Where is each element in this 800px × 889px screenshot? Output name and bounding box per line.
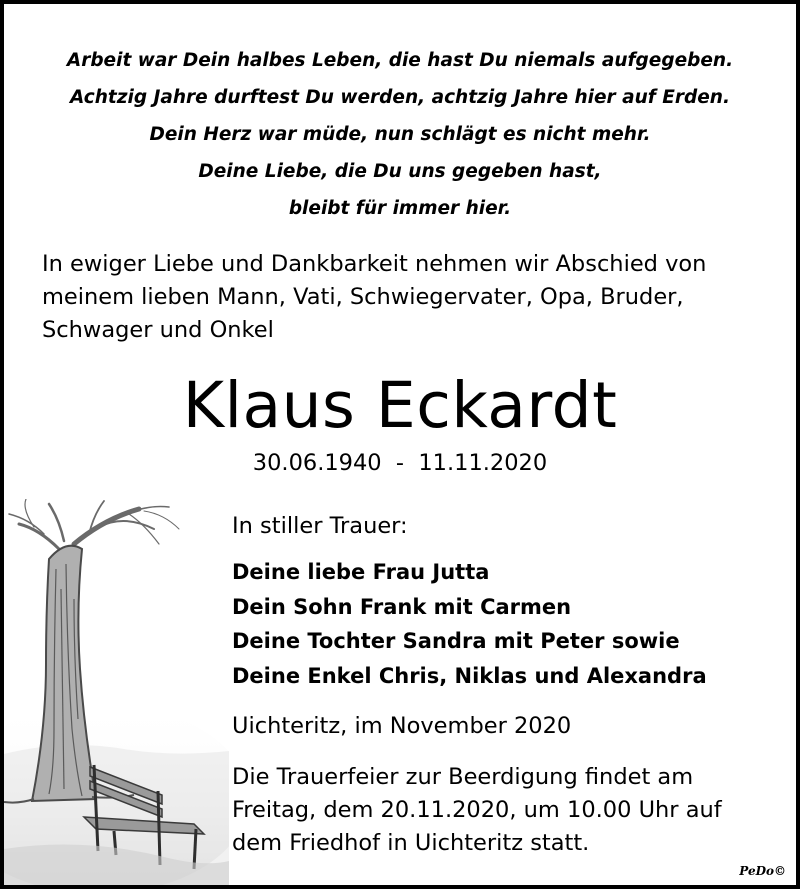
intro-line: Schwager und Onkel bbox=[42, 317, 274, 343]
funeral-info bbox=[232, 761, 722, 860]
poem-line: Dein Herz war müde, nun schlägt es nicht mehr. bbox=[149, 124, 651, 145]
poem-line: bleibt für immer hier. bbox=[288, 198, 512, 219]
place-date: Uichteritz, im November 2020 bbox=[232, 713, 572, 739]
life-dates: 30.06.1940 - 11.11.2020 bbox=[252, 450, 548, 476]
mourner-entry: Deine Enkel Chris, Niklas und Alexandra bbox=[232, 663, 707, 688]
deceased-name: Klaus Eckardt bbox=[182, 369, 618, 442]
tree-bench-sketch-icon bbox=[4, 499, 229, 889]
poem-line: Arbeit war Dein halbes Leben, die hast Du niemals aufgegeben. bbox=[66, 50, 734, 71]
mourner-entry: Deine liebe Frau Jutta bbox=[232, 560, 490, 584]
poem bbox=[4, 42, 796, 227]
funeral-line: Die Trauerfeier zur Beerdigung findet am bbox=[232, 764, 694, 790]
mourning-label: In stiller Trauer: bbox=[232, 513, 408, 539]
poem-line: Deine Liebe, die Du uns gegeben hast, bbox=[198, 161, 602, 182]
mourner-entry: Dein Sohn Frank mit Carmen bbox=[232, 594, 572, 619]
funeral-line: Freitag, dem 20.11.2020, um 10.00 Uhr auf bbox=[232, 797, 722, 823]
mourners-list bbox=[232, 555, 707, 693]
artist-signature: PeDo© bbox=[739, 864, 786, 878]
poem-line: Achtzig Jahre durftest Du werden, achtzig Jahre hier auf Erden. bbox=[69, 87, 731, 108]
mourner-entry: Deine Tochter Sandra mit Peter sowie bbox=[232, 629, 680, 653]
intro-line: In ewiger Liebe und Dankbarkeit nehmen wir Abschied von bbox=[42, 251, 707, 277]
funeral-line: dem Friedhof in Uichteritz statt. bbox=[232, 830, 590, 856]
intro-line: meinem lieben Mann, Vati, Schwiegervater, Opa, Bruder, bbox=[42, 284, 684, 310]
farewell-intro bbox=[42, 248, 762, 347]
